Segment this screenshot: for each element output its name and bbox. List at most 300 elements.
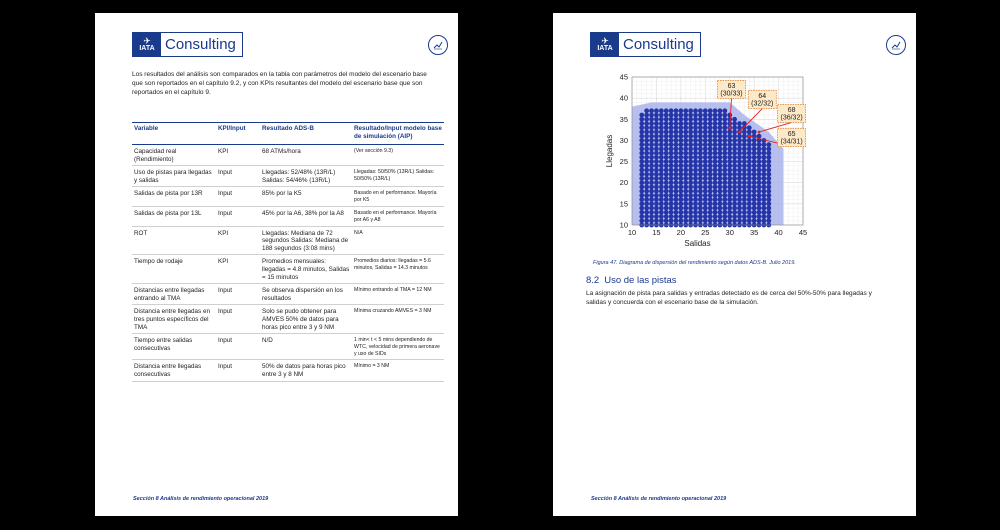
data-point: [674, 206, 679, 211]
data-point: [664, 172, 669, 177]
data-point: [747, 206, 752, 211]
data-point: [669, 180, 674, 185]
data-point: [737, 142, 742, 147]
table-cell: KPI: [216, 226, 260, 255]
data-point: [659, 108, 664, 113]
header-kpi-input: KPI/Input: [216, 123, 260, 145]
data-point: [703, 218, 708, 223]
data-point: [727, 210, 732, 215]
data-point: [654, 214, 659, 219]
data-point: [664, 185, 669, 190]
data-point: [664, 176, 669, 181]
data-point: [654, 172, 659, 177]
table-cell: N/A: [352, 226, 444, 255]
data-point: [737, 197, 742, 202]
data-point: [703, 185, 708, 190]
data-point: [644, 130, 649, 135]
data-point: [698, 163, 703, 168]
data-point: [757, 155, 762, 160]
data-point: [683, 142, 688, 147]
x-tick-label: 40: [774, 228, 783, 237]
data-point: [693, 151, 698, 156]
scatter-chart: [575, 65, 835, 255]
data-point: [742, 130, 747, 135]
data-point: [703, 121, 708, 126]
data-point: [722, 117, 727, 122]
data-point: [757, 146, 762, 151]
data-point: [669, 125, 674, 130]
data-point: [649, 176, 654, 181]
data-point: [649, 172, 654, 177]
table-cell: Basado en el performance. Mayoría por K5: [352, 187, 444, 207]
data-point: [693, 159, 698, 164]
data-point: [678, 185, 683, 190]
data-point: [752, 189, 757, 194]
data-point: [664, 117, 669, 122]
data-point: [688, 155, 693, 160]
data-point: [732, 146, 737, 151]
data-point: [713, 201, 718, 206]
data-point: [674, 163, 679, 168]
data-point: [674, 125, 679, 130]
data-point: [762, 210, 767, 215]
data-point: [659, 134, 664, 139]
data-point: [698, 197, 703, 202]
data-point: [649, 193, 654, 198]
data-point: [674, 117, 679, 122]
data-point: [674, 172, 679, 177]
data-point: [698, 176, 703, 181]
data-point: [683, 117, 688, 122]
data-point: [674, 138, 679, 143]
data-point: [762, 155, 767, 160]
data-point: [727, 142, 732, 147]
data-point: [688, 193, 693, 198]
data-point: [708, 146, 713, 151]
data-point: [664, 121, 669, 126]
data-point: [708, 163, 713, 168]
data-point: [639, 134, 644, 139]
table-cell: Input: [216, 334, 260, 360]
data-point: [698, 180, 703, 185]
data-point: [718, 142, 723, 147]
data-point: [703, 206, 708, 211]
data-point: [757, 163, 762, 168]
data-point: [703, 172, 708, 177]
data-point: [718, 189, 723, 194]
data-point: [693, 189, 698, 194]
data-point: [747, 130, 752, 135]
data-point: [713, 146, 718, 151]
data-point: [649, 146, 654, 151]
data-point: [664, 159, 669, 164]
data-point: [727, 176, 732, 181]
data-point: [674, 130, 679, 135]
data-point: [703, 151, 708, 156]
data-point: [639, 159, 644, 164]
data-point: [708, 151, 713, 156]
data-point: [737, 125, 742, 130]
data-point: [669, 108, 674, 113]
data-point: [732, 189, 737, 194]
data-point: [693, 201, 698, 206]
data-point: [698, 193, 703, 198]
data-point: [659, 155, 664, 160]
data-point: [762, 189, 767, 194]
data-point: [708, 206, 713, 211]
data-point: [674, 155, 679, 160]
data-point: [664, 168, 669, 173]
header-variable: Variable: [132, 123, 216, 145]
data-point: [659, 180, 664, 185]
data-point: [727, 138, 732, 143]
data-point: [722, 185, 727, 190]
data-point: [722, 138, 727, 143]
data-point: [722, 159, 727, 164]
data-point: [669, 218, 674, 223]
data-point: [742, 206, 747, 211]
data-point: [644, 125, 649, 130]
data-point: [757, 172, 762, 177]
data-point: [698, 155, 703, 160]
data-point: [654, 159, 659, 164]
data-point: [649, 168, 654, 173]
data-point: [757, 151, 762, 156]
data-point: [674, 218, 679, 223]
annotation-label: 63: [727, 82, 736, 90]
data-point: [762, 168, 767, 173]
data-point: [718, 130, 723, 135]
data-point: [639, 176, 644, 181]
data-point: [693, 113, 698, 118]
data-point: [654, 151, 659, 156]
data-point: [727, 180, 732, 185]
data-point: [644, 218, 649, 223]
data-point: [693, 214, 698, 219]
data-point: [722, 197, 727, 202]
data-point: [669, 142, 674, 147]
data-point: [649, 197, 654, 202]
data-point: [713, 185, 718, 190]
data-point: [669, 155, 674, 160]
data-point: [669, 189, 674, 194]
data-point: [698, 117, 703, 122]
data-point: [732, 214, 737, 219]
data-point: [703, 210, 708, 215]
data-point: [674, 193, 679, 198]
data-point: [762, 185, 767, 190]
data-point: [732, 125, 737, 130]
intro-paragraph: Los resultados del análisis son comparados en la tabla con parámetros del modelo del escenario base que son reportados en el capítulo 9.2, y con KPIs resultantes del modelo del escenario base que son reportados en el capítulo 9.: [132, 71, 427, 96]
table-cell: Promedios diarios: llegadas = 5.6 minutos, Salidas = 14.3 minutos: [352, 255, 444, 284]
data-point: [713, 206, 718, 211]
figure-caption: Figura 47. Diagrama de dispersión del rendimiento según datos ADS-B. Julio 2019.: [593, 260, 796, 266]
data-point: [703, 193, 708, 198]
data-point: [698, 185, 703, 190]
data-point: [737, 214, 742, 219]
data-point: [654, 168, 659, 173]
data-point: [688, 151, 693, 156]
section-heading: [586, 275, 677, 286]
data-point: [649, 201, 654, 206]
table-row: [132, 187, 444, 207]
data-point: [644, 176, 649, 181]
data-point: [742, 151, 747, 156]
data-point: [654, 108, 659, 113]
data-point: [722, 214, 727, 219]
data-point: [752, 146, 757, 151]
data-point: [708, 113, 713, 118]
data-point: [722, 189, 727, 194]
data-point: [659, 214, 664, 219]
data-point: [678, 176, 683, 181]
data-point: [708, 214, 713, 219]
data-point: [742, 168, 747, 173]
data-point: [654, 206, 659, 211]
data-point: [722, 151, 727, 156]
x-axis-label: Salidas: [684, 239, 711, 248]
data-point: [732, 168, 737, 173]
data-point: [718, 197, 723, 202]
data-point: [698, 159, 703, 164]
y-tick-label: 30: [619, 135, 628, 145]
data-point: [654, 155, 659, 160]
data-point: [708, 138, 713, 143]
data-point: [703, 108, 708, 113]
data-point: [688, 146, 693, 151]
data-point: [683, 176, 688, 181]
data-point: [639, 206, 644, 211]
data-point: [678, 172, 683, 177]
data-point: [659, 146, 664, 151]
data-point: [732, 218, 737, 223]
data-point: [752, 214, 757, 219]
data-point: [766, 189, 771, 194]
data-point: [688, 113, 693, 118]
data-point: [722, 130, 727, 135]
data-point: [693, 185, 698, 190]
data-point: [747, 218, 752, 223]
data-point: [703, 155, 708, 160]
data-point: [747, 210, 752, 215]
data-point: [639, 121, 644, 126]
data-point: [639, 185, 644, 190]
data-point: [737, 138, 742, 143]
data-point: [683, 218, 688, 223]
data-point: [683, 130, 688, 135]
data-point: [752, 151, 757, 156]
data-point: [659, 189, 664, 194]
data-point: [644, 159, 649, 164]
data-point: [727, 113, 732, 118]
data-point: [693, 197, 698, 202]
data-point: [664, 214, 669, 219]
data-point: [713, 159, 718, 164]
data-point: [718, 163, 723, 168]
data-point: [688, 108, 693, 113]
data-point: [654, 163, 659, 168]
table-cell: Input: [216, 305, 260, 334]
data-point: [713, 210, 718, 215]
data-point: [732, 185, 737, 190]
data-point: [722, 146, 727, 151]
data-point: [762, 172, 767, 177]
data-point: [718, 121, 723, 126]
data-point: [688, 218, 693, 223]
chart-badge-icon: [886, 35, 906, 55]
data-point: [664, 210, 669, 215]
data-point: [669, 113, 674, 118]
table-cell: Se observa dispersión en los resultados: [260, 284, 352, 305]
table-cell: Basado en el performance. Mayoría por A6 y A8: [352, 206, 444, 226]
data-point: [659, 121, 664, 126]
data-point: [659, 117, 664, 122]
data-point: [737, 180, 742, 185]
data-point: [683, 155, 688, 160]
data-point: [757, 214, 762, 219]
iata-consulting-logo: ✈ IATA Consulting: [132, 32, 243, 57]
table-cell: Input: [216, 284, 260, 305]
data-point: [688, 180, 693, 185]
data-point: [727, 206, 732, 211]
data-point: [669, 134, 674, 139]
data-point: [698, 206, 703, 211]
data-point: [703, 189, 708, 194]
data-point: [654, 201, 659, 206]
data-point: [664, 197, 669, 202]
data-point: [678, 121, 683, 126]
data-point: [639, 168, 644, 173]
table-row: [132, 226, 444, 255]
data-point: [722, 201, 727, 206]
data-point: [639, 142, 644, 147]
data-point: [649, 155, 654, 160]
data-point: [678, 125, 683, 130]
data-point: [766, 151, 771, 156]
data-point: [698, 138, 703, 143]
data-point: [664, 206, 669, 211]
data-point: [766, 146, 771, 151]
data-point: [703, 214, 708, 219]
y-tick-label: 15: [619, 199, 628, 209]
data-point: [732, 206, 737, 211]
data-point: [698, 134, 703, 139]
data-point: [688, 125, 693, 130]
data-point: [659, 125, 664, 130]
data-point: [713, 108, 718, 113]
table-cell: Input: [216, 206, 260, 226]
data-point: [762, 197, 767, 202]
data-point: [762, 146, 767, 151]
data-point: [727, 172, 732, 177]
data-point: [669, 197, 674, 202]
chart-badge-icon: [428, 35, 448, 55]
data-point: [766, 185, 771, 190]
data-point: [737, 176, 742, 181]
data-point: [722, 121, 727, 126]
data-point: [722, 180, 727, 185]
annotation-sublabel: (34/31): [780, 138, 803, 146]
data-point: [688, 176, 693, 181]
data-point: [664, 218, 669, 223]
data-point: [644, 146, 649, 151]
data-point: [727, 193, 732, 198]
data-point: [674, 146, 679, 151]
table-cell: Salidas de pista por 13R: [132, 187, 216, 207]
data-point: [727, 159, 732, 164]
data-point: [654, 197, 659, 202]
data-point: [639, 151, 644, 156]
table-cell: Mínimo = 3 NM: [352, 360, 444, 381]
data-point: [732, 155, 737, 160]
data-point: [766, 180, 771, 185]
data-point: [722, 163, 727, 168]
data-point: [669, 130, 674, 135]
data-point: [718, 218, 723, 223]
data-point: [737, 151, 742, 156]
data-point: [674, 121, 679, 126]
data-point: [644, 185, 649, 190]
annotation-arrowhead: [758, 131, 761, 134]
section-paragraph: La asignación de pista para salidas y entradas detectado es de cerca del 50%-50% para llegadas y salidas y concuerda con el escenario base de la simulación.: [586, 290, 872, 306]
data-point: [639, 180, 644, 185]
data-point: [649, 185, 654, 190]
data-point: [737, 121, 742, 126]
data-point: [742, 155, 747, 160]
data-point: [683, 214, 688, 219]
data-point: [742, 146, 747, 151]
data-point: [737, 155, 742, 160]
table-cell: Uso de pistas para llegadas y salidas: [132, 166, 216, 187]
data-point: [678, 214, 683, 219]
data-point: [654, 125, 659, 130]
data-point: [762, 193, 767, 198]
data-point: [732, 180, 737, 185]
data-point: [757, 210, 762, 215]
data-point: [693, 108, 698, 113]
data-point: [678, 146, 683, 151]
data-point: [722, 142, 727, 147]
data-point: [732, 130, 737, 135]
data-point: [678, 210, 683, 215]
data-point: [737, 201, 742, 206]
document-page-right: [553, 13, 916, 516]
data-point: [727, 168, 732, 173]
data-point: [703, 176, 708, 181]
data-point: [708, 121, 713, 126]
data-point: [713, 180, 718, 185]
data-point: [644, 151, 649, 156]
data-point: [659, 142, 664, 147]
data-point: [747, 138, 752, 143]
data-point: [747, 172, 752, 177]
data-point: [683, 138, 688, 143]
data-point: [718, 155, 723, 160]
data-point: [678, 113, 683, 118]
table-cell: Capacidad real (Rendimiento): [132, 145, 216, 166]
data-point: [742, 189, 747, 194]
data-point: [693, 130, 698, 135]
data-point: [683, 189, 688, 194]
data-point: [718, 134, 723, 139]
data-point: [669, 117, 674, 122]
data-point: [649, 125, 654, 130]
data-point: [693, 210, 698, 215]
data-point: [742, 201, 747, 206]
data-point: [678, 168, 683, 173]
table-cell: Solo se pudo obtener para AMVES 50% de datos para horas pico entre 3 y 9 NM: [260, 305, 352, 334]
data-point: [644, 163, 649, 168]
